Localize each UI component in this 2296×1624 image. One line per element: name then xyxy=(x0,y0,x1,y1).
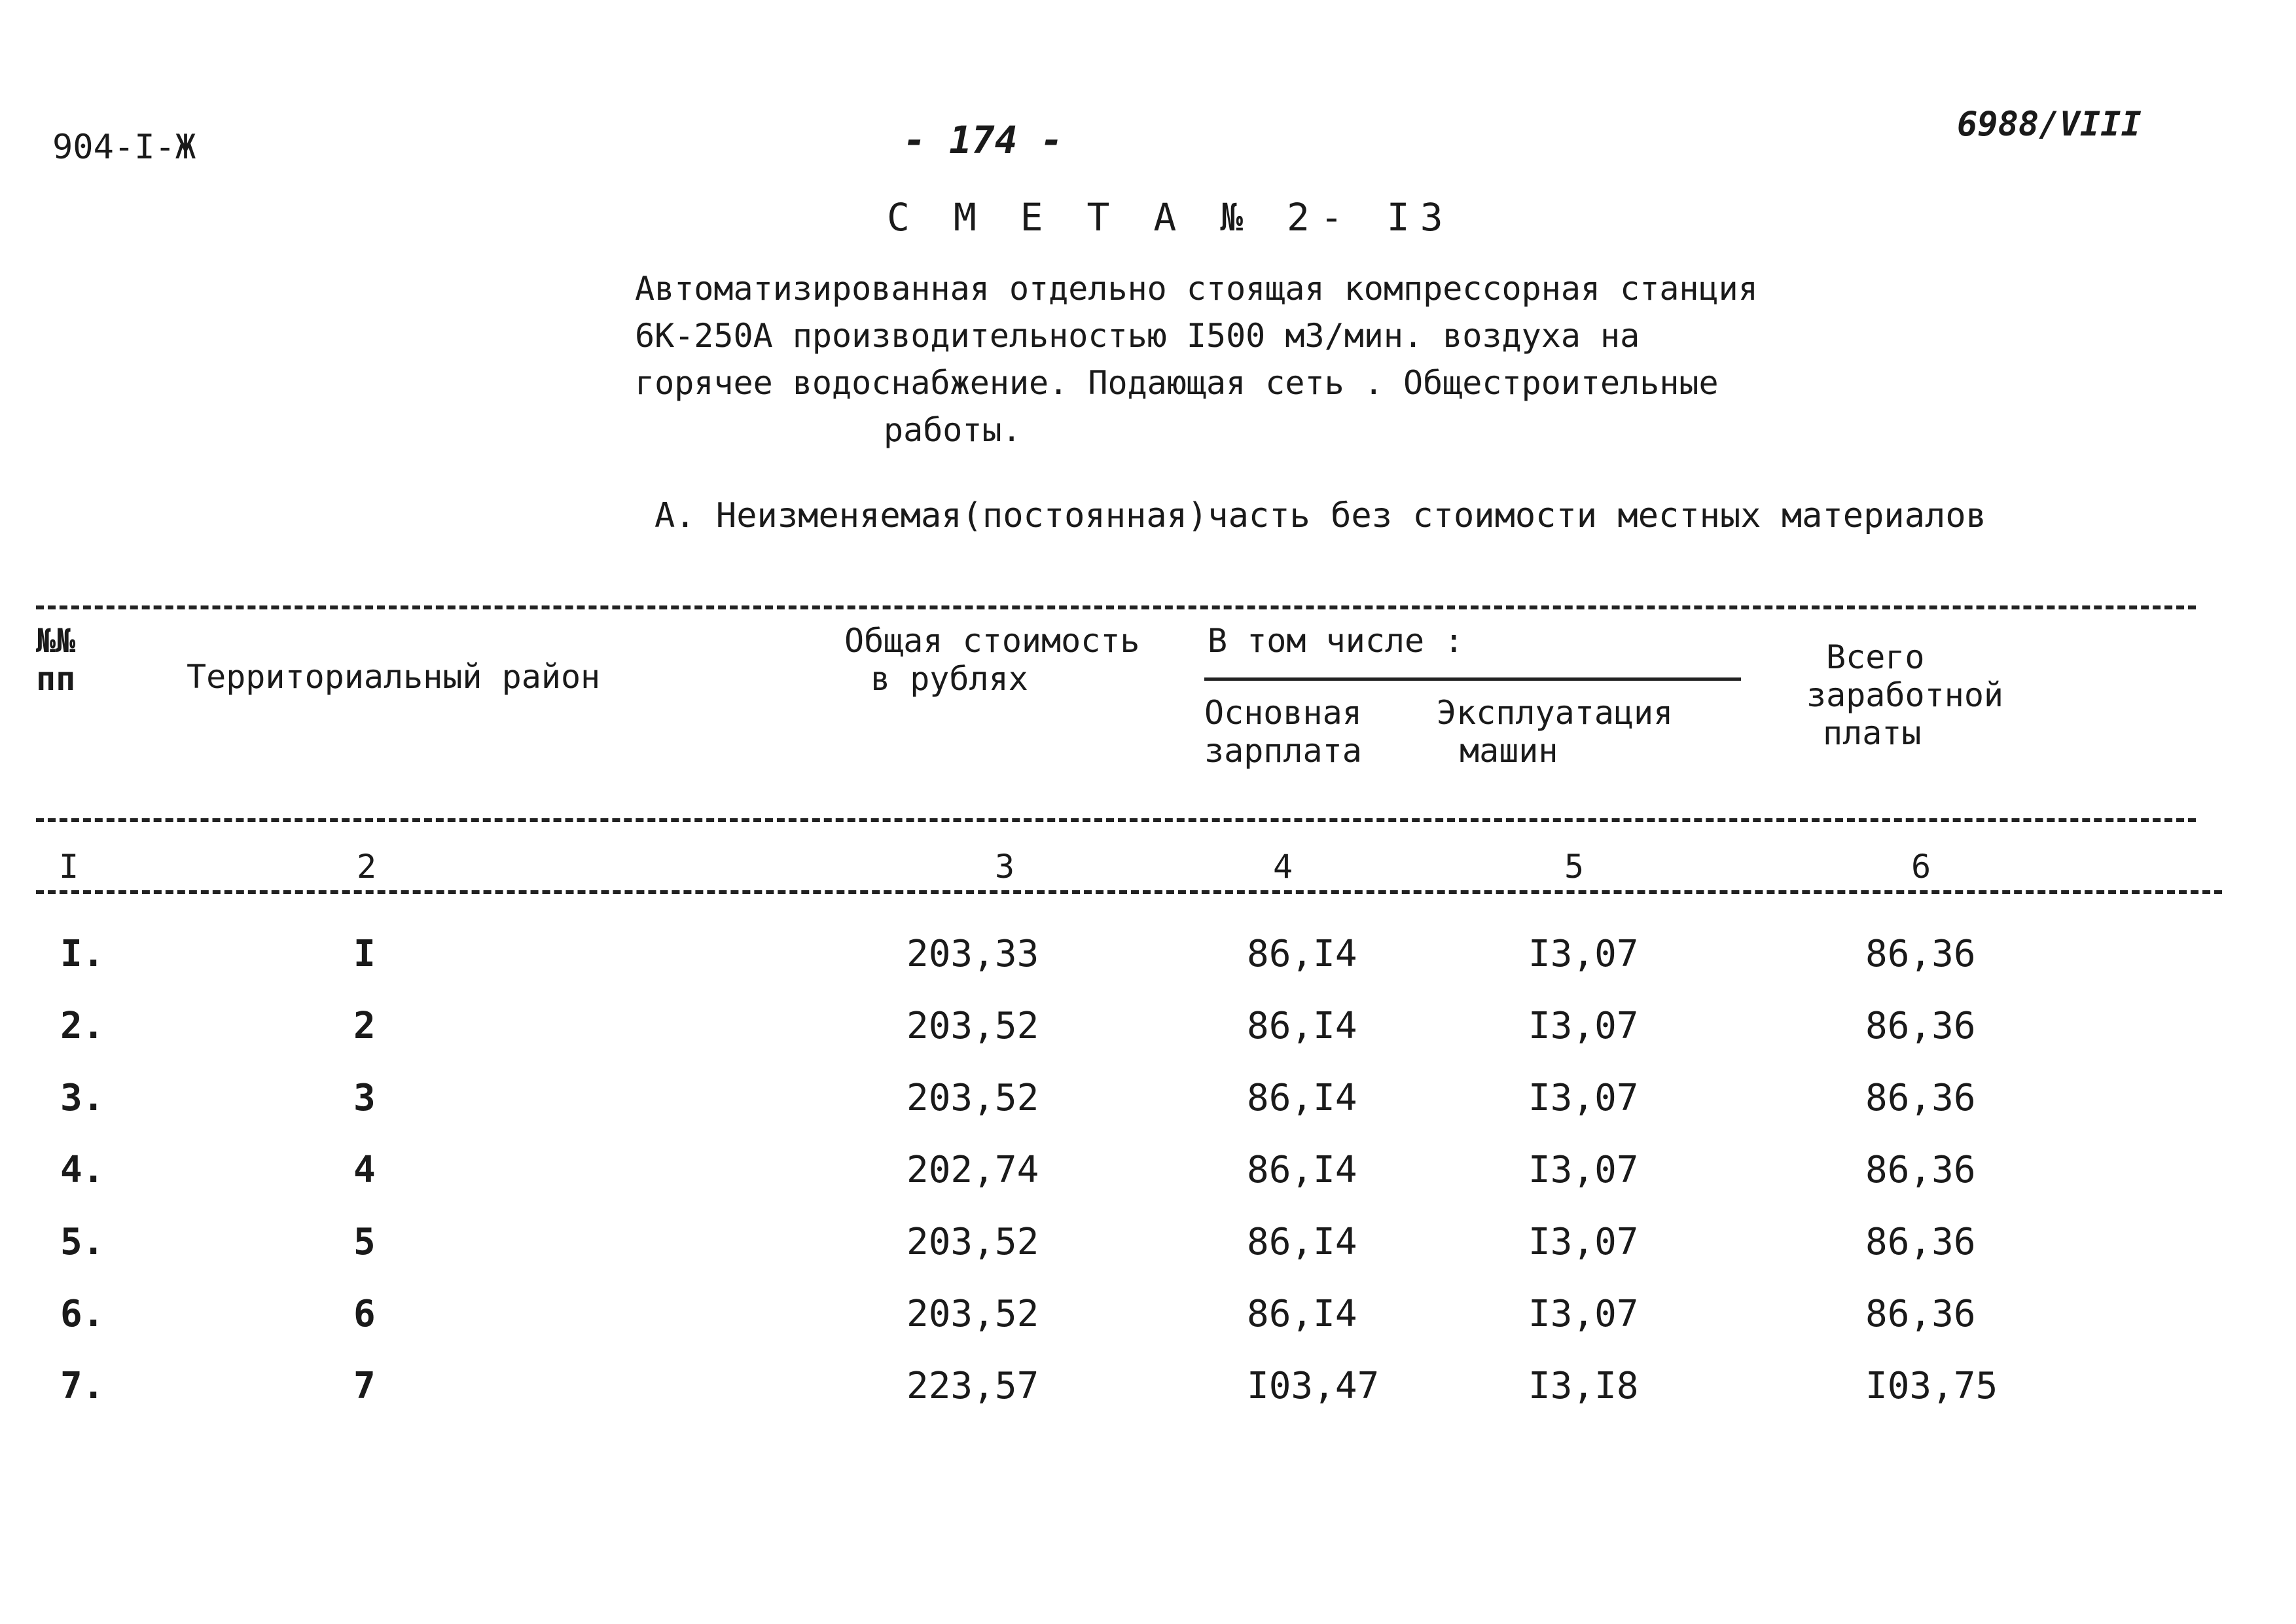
basic-salary-value: 86,I4 xyxy=(1247,1221,1357,1263)
total-cost-value: 203,52 xyxy=(906,1293,1039,1335)
total-cost-value: 203,52 xyxy=(906,1221,1039,1263)
table-row xyxy=(0,933,2296,1005)
total-cost-value: 202,74 xyxy=(906,1149,1039,1191)
header-including-underline xyxy=(1204,677,1741,681)
document-code: 904-I-Ж xyxy=(52,128,196,167)
header-basic-salary: Основная зарплата xyxy=(1204,694,1362,770)
row-number: 3. xyxy=(60,1077,105,1119)
machine-operation-value: I3,07 xyxy=(1528,1005,1639,1047)
total-cost-value: 223,57 xyxy=(906,1365,1039,1407)
header-total-wages: Всего заработной платы xyxy=(1806,638,2004,752)
machine-operation-value: I3,07 xyxy=(1528,933,1639,975)
column-number-rule xyxy=(36,890,2222,894)
table-row xyxy=(0,1149,2296,1221)
column-number: I xyxy=(58,848,79,886)
machine-operation-value: I3,07 xyxy=(1528,1077,1639,1119)
basic-salary-value: 86,I4 xyxy=(1247,1293,1357,1335)
total-cost-value: 203,52 xyxy=(906,1005,1039,1047)
subtitle-line: горячее водоснабжение. Подающая сеть . Общестроительные xyxy=(635,364,1719,402)
column-number: 6 xyxy=(1910,848,1931,886)
column-number: 3 xyxy=(994,848,1015,886)
row-number: 7. xyxy=(60,1365,105,1407)
subtitle-line: Автоматизированная отдельно стоящая компрессорная станция xyxy=(635,270,1758,308)
row-number: 6. xyxy=(60,1293,105,1335)
subtitle-line: работы. xyxy=(884,411,1022,449)
table-row xyxy=(0,1293,2296,1365)
handwritten-stamp: 6988/VIII xyxy=(1957,105,2142,144)
total-cost-value: 203,33 xyxy=(906,933,1039,975)
basic-salary-value: 86,I4 xyxy=(1247,933,1357,975)
row-number: 2. xyxy=(60,1005,105,1047)
machine-operation-value: I3,07 xyxy=(1528,1149,1639,1191)
district-value: 5 xyxy=(353,1221,376,1263)
district-value: 6 xyxy=(353,1293,376,1335)
district-value: 3 xyxy=(353,1077,376,1119)
table-row xyxy=(0,1221,2296,1293)
district-value: 7 xyxy=(353,1365,376,1407)
column-number: 2 xyxy=(356,848,377,886)
row-number: 4. xyxy=(60,1149,105,1191)
table-top-rule xyxy=(36,605,2196,609)
header-total-cost: Общая стоимость в рублях xyxy=(844,622,1140,698)
table-row xyxy=(0,1005,2296,1077)
machine-operation-value: I3,07 xyxy=(1528,1293,1639,1335)
page-number: - 174 - xyxy=(903,118,1064,162)
header-number: №№ пп xyxy=(36,622,76,698)
table-row xyxy=(0,1077,2296,1149)
total-cost-value: 203,52 xyxy=(906,1077,1039,1119)
row-number: I. xyxy=(60,933,105,975)
basic-salary-value: 86,I4 xyxy=(1247,1149,1357,1191)
estimate-title: С М Е Т А № 2- I3 xyxy=(887,195,1454,240)
district-value: 4 xyxy=(353,1149,376,1191)
total-wages-value: 86,36 xyxy=(1865,1293,1976,1335)
total-wages-value: 86,36 xyxy=(1865,1077,1976,1119)
basic-salary-value: I03,47 xyxy=(1247,1365,1380,1407)
subtitle-line: 6К-250А производительностью I500 м3/мин. воздуха на xyxy=(635,317,1640,355)
table-row xyxy=(0,1365,2296,1437)
header-including: В том числе : xyxy=(1208,622,1464,660)
district-value: I xyxy=(353,933,376,975)
header-machine-operation: Эксплуатация машин xyxy=(1437,694,1674,770)
header-district: Территориальный район xyxy=(187,658,601,696)
basic-salary-value: 86,I4 xyxy=(1247,1077,1357,1119)
total-wages-value: 86,36 xyxy=(1865,1005,1976,1047)
total-wages-value: 86,36 xyxy=(1865,1149,1976,1191)
column-number: 5 xyxy=(1564,848,1585,886)
header-bottom-rule xyxy=(36,818,2196,822)
total-wages-value: I03,75 xyxy=(1865,1365,1998,1407)
total-wages-value: 86,36 xyxy=(1865,1221,1976,1263)
machine-operation-value: I3,07 xyxy=(1528,1221,1639,1263)
row-number: 5. xyxy=(60,1221,105,1263)
basic-salary-value: 86,I4 xyxy=(1247,1005,1357,1047)
machine-operation-value: I3,I8 xyxy=(1528,1365,1639,1407)
column-number: 4 xyxy=(1272,848,1293,886)
total-wages-value: 86,36 xyxy=(1865,933,1976,975)
district-value: 2 xyxy=(353,1005,376,1047)
part-title: А. Неизменяемая(постоянная)часть без стоимости местных материалов xyxy=(655,496,1986,535)
estimate-subtitle xyxy=(635,265,1758,454)
